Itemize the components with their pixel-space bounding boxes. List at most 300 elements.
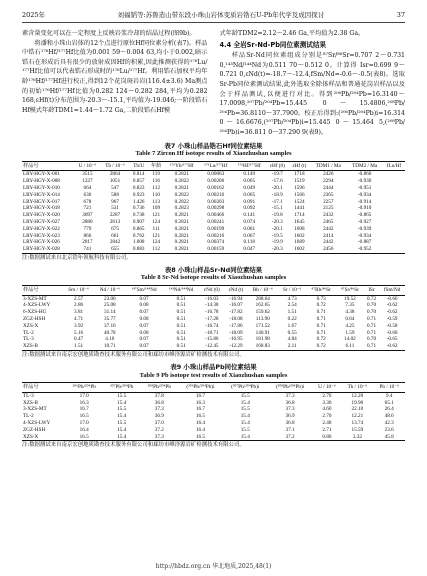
table9-cell: 37.8 <box>154 392 164 399</box>
table7-cell: 1441 <box>294 205 305 212</box>
table8 <box>22 285 405 351</box>
table8-cell: -0.62 <box>386 309 398 316</box>
table8-cell: 0.71 <box>366 322 377 329</box>
table7-cell: 121 <box>152 232 161 239</box>
table9-cell: 37.1 <box>285 426 295 433</box>
table7-header-cell: 样品号 <box>23 162 39 169</box>
table7-cell: -0.951 <box>357 184 372 191</box>
table9-cell: 15.4 <box>117 426 127 433</box>
table7-cell: 0.2822 <box>174 178 189 185</box>
table8-cell: 0.71 <box>366 329 377 336</box>
table9-cell: 2.70 <box>322 392 332 399</box>
table7-row <box>22 205 405 212</box>
table7-cell: 1519 <box>294 178 305 185</box>
table9-cell: 9.4 <box>385 392 393 399</box>
table7-cell: 779 <box>83 225 92 232</box>
left-paragraph-2: 将潘和小珠山岩体的12个点进行原位Hf同位素分析(表7)。样品中锆石¹⁷⁶Hf/¹⁷⁷Hf比值为0.001 59～0.004 63,均小于0.002,暗示锆石在形成后具有很少的放射成因Hf的积累,因此推测获得的¹⁷⁶Lu/¹⁷⁷Hf比值可以代表锆石形成时的¹⁷⁶Lu/¹⁷⁷Hf。利用锆石加权平均年龄¹⁷⁶Hf/¹⁷⁷Hf进行校正,得到12个花岗斑岩岩(116.4±3.6) Ma测点的初始¹⁷⁶Hf/¹⁷⁷Hf比值为0.282 124～0.282 284,平均为0.282 168,εHf(t)分布范围为-20.3～-15.1,平均值为-19.046;一阶段锆石Hf模式年龄TDM1=1.44～1.72 Ga,二阶段锆石Hf模 <box>22 39 208 114</box>
table8-cell: 288.64 <box>255 295 270 302</box>
table9-row <box>22 400 405 407</box>
table7-cell: LRY-HGY-X-001 <box>23 171 60 178</box>
table7-cell: 0.061 <box>243 225 256 232</box>
section-heading: 4.4 全岩Sr-Nd-Pb同位素测试结果 <box>219 40 327 49</box>
table7-title-cn: 表7 小珠山样品锆石Hf同位素结果 <box>164 141 263 150</box>
table8-row <box>22 343 405 350</box>
table7-header-cell: 年龄 <box>151 162 162 169</box>
table8-cell: 4.71 <box>74 316 84 323</box>
table9-cell: XZS-X <box>23 433 39 440</box>
table7-cell: 1596 <box>294 184 305 191</box>
table7-cell: 0.2821 <box>174 212 189 219</box>
right-paragraph-2: 样品Sr-Nd同位素组成分别是⁸⁷Sr/⁸⁶Sr=0.707 2～0.731 0,¹⁴³Nd/¹⁴⁴Nd为0.511 70～0.512 0。计算得 Isr=0.699 9～0.721 0,εNd(t)=-18.7～-12.4,fSm/Nd=-0.6～-0.5(表8)。选取Sr-Pb同位素测试结果,此外选取全除体样品和普通花岗岩样品以及会于样品测试,以便进行对比。得到²⁰⁶Pb/²⁰⁴Pb=16.3140～17.0098,²⁰⁷Pb/²⁰⁴Pb=15.445 0～15.4806,²⁰⁸Pb/²⁰⁴Pb=36.8110～37.7900。校正后得到:(²⁰⁶Pb/²⁰⁴Pb)i=16.314 0～16.6676,(²⁰⁷Pb/²⁰⁴Pb)i=15.445 0～15.464 5,(²⁰⁸Pb/²⁰⁴Pb)i=36.811 0～37.290 9(表9)。 <box>219 52 405 136</box>
table8-cell: 171.52 <box>255 322 270 329</box>
table7-cell: -0.934 <box>357 191 372 198</box>
table7-cell: 1566 <box>294 191 305 198</box>
table8-cell: 0.72 <box>316 302 326 309</box>
table9-cell: 48.6 <box>384 413 394 420</box>
table9-cell: 17.0 <box>79 392 89 399</box>
table8-cell: 35.77 <box>103 316 116 323</box>
table7-cell: 112 <box>152 246 160 253</box>
table8-cell: -16.03 <box>205 295 219 302</box>
table7-cell: 0.149 <box>243 171 256 178</box>
table7-cell: -0.887 <box>357 239 372 246</box>
table7-cell: 0.00206 <box>207 178 225 185</box>
table7-cell: 967 <box>111 198 119 205</box>
table7-cell: 2880 <box>82 218 93 225</box>
table7-cell: 0.823 <box>132 184 145 191</box>
table7-cell: 636 <box>83 191 92 198</box>
table8-cell: -0.60 <box>386 329 398 336</box>
table9-cell: 15.4 <box>240 420 250 427</box>
table8-header-cell: ⁸⁷Rb/⁸⁶Sr <box>311 286 331 293</box>
table8-cell: -18.09 <box>229 329 243 336</box>
table7-cell: -20.3 <box>271 246 283 253</box>
table7-cell: 2365 <box>323 191 334 198</box>
table7-cell: LRY-HGY-X-017 <box>23 198 60 205</box>
table7-cell: 111 <box>152 225 160 232</box>
table8-cell: 1.51 <box>287 309 297 316</box>
table7-cell: 2456 <box>323 246 334 253</box>
table8-cell: 0.07 <box>139 343 149 350</box>
table7-cell: 0.091 <box>243 198 256 205</box>
table8-cell: 0.55 <box>287 329 297 336</box>
table7-cell: 119 <box>152 171 160 178</box>
table7-cell: 1524 <box>294 198 305 205</box>
table8-cell: -16.78 <box>205 309 219 316</box>
table7-cell: 0.141 <box>243 212 256 219</box>
table9-cell: 4-XZS-LWY <box>23 420 51 427</box>
table7-cell: -0.939 <box>357 225 372 232</box>
table8-cell: -17.82 <box>229 309 243 316</box>
table8-header-cell: Rb / 10⁻⁶ <box>252 286 273 293</box>
table7-cell: 1645 <box>294 218 305 225</box>
table8-cell: -18.08 <box>229 316 243 323</box>
table8-row <box>22 302 405 309</box>
table7-cell: 0.2823 <box>174 205 189 212</box>
table9-header-cell: U / 10⁻⁶ <box>318 384 336 391</box>
table7 <box>22 161 405 254</box>
table7-cell: 0.118 <box>243 239 255 246</box>
table9-cell: 36.9 <box>285 413 295 420</box>
table9-cell: 16.3 <box>79 399 89 406</box>
table7-row <box>22 246 405 253</box>
table7-cell: 0.814 <box>132 171 145 178</box>
table9-row <box>22 413 405 420</box>
table8-cell: 3.81 <box>74 309 84 316</box>
table9-cell: 17.0 <box>79 420 89 427</box>
table8-cell: 0.71 <box>316 316 326 323</box>
table8-cell: 5.16 <box>74 329 84 336</box>
table8-cell: 0.71 <box>316 322 326 329</box>
table8-cell: 181.98 <box>255 336 270 343</box>
table8-cell: -15.86 <box>205 336 219 343</box>
table9-cell: 26.4 <box>384 406 394 413</box>
table7-cell: 1602 <box>294 246 305 253</box>
table7-cell: 2442 <box>323 239 334 246</box>
table7-header-cell: εHf (0) <box>269 162 285 169</box>
table7-cell: 2444 <box>323 184 334 191</box>
table8-header-cell: ¹⁴⁷Sm/¹⁴⁴Nd <box>131 286 157 293</box>
table9-cell: 45.8 <box>384 433 394 440</box>
table7-cell: 1718 <box>294 171 305 178</box>
table7-cell: 0.2822 <box>174 191 189 198</box>
table8-cell: 4.25 <box>345 322 355 329</box>
table7-cell: 113 <box>152 198 160 205</box>
table9-cell: 15.4 <box>117 413 127 420</box>
table7-cell: 2426 <box>323 171 334 178</box>
table7-cell: LRY-HGY-X-014 <box>23 191 60 198</box>
table8-header-cell: ⁸⁷Sr/⁸⁶Sr <box>340 286 359 293</box>
table7-cell: 1.008 <box>132 239 145 246</box>
table7-cell: 1602 <box>294 232 305 239</box>
table9-header-cell: (²⁰⁸Pb/²⁰⁴Pb)i <box>275 384 305 391</box>
table7-row <box>22 178 405 185</box>
table8-cell: 3.92 <box>74 322 84 329</box>
table9-cell: 12.21 <box>351 413 364 420</box>
table7-cell: 2414 <box>323 232 334 239</box>
table9-header-cell: Pb / 10⁻⁶ <box>379 384 399 391</box>
table7-cell: LRY-HGY-X-018 <box>23 205 60 212</box>
table7-row <box>22 226 405 233</box>
table9-cell: 16.7 <box>195 392 205 399</box>
table7-title-en: Table 7 Zircon Hf isotope results of Xiaozhushan samples <box>135 150 292 158</box>
table8-header-cell: Nd / 10⁻⁶ <box>99 286 120 293</box>
table7-cell: 0.883 <box>132 246 145 253</box>
table7-cell: 0.067 <box>243 232 256 239</box>
right-paragraph-1: 式年龄TDM2=2.12～2.46 Ga,平均值为2.38 Ga。 <box>219 30 365 37</box>
table7-header-cell: ¹⁷⁶Yb/¹⁷⁷Hf <box>169 162 194 169</box>
table7-cell: 741 <box>83 246 92 253</box>
table7-cell: 0.00374 <box>207 239 225 246</box>
table8-cell: 0.73 <box>316 295 326 302</box>
table7-cell: 124 <box>152 218 161 225</box>
table9-cell: 3.32 <box>352 433 362 440</box>
table8-cell: 4-XZS-LWY <box>23 302 51 309</box>
table8-cell: 0.22 <box>287 316 297 323</box>
table8-header-cell: ¹⁴³Nd/¹⁴⁴Nd <box>169 286 194 293</box>
table7-cell: -0.860 <box>357 171 372 178</box>
table7-cell: 547 <box>111 184 119 191</box>
table9-cell: 2.48 <box>322 420 332 427</box>
table8-cell: 113.90 <box>255 316 270 323</box>
table7-cell: -19.8 <box>271 212 283 219</box>
table9-cell: 4.60 <box>322 406 332 413</box>
table8-cell: 0.71 <box>316 309 326 316</box>
table9-header-cell: (²⁰⁶Pb/²⁰⁴Pb)i <box>186 384 215 391</box>
table9-cell: 16.5 <box>79 413 89 420</box>
table7-cell: 866 <box>83 232 92 239</box>
table7-cell: 0.00298 <box>207 205 225 212</box>
table8-cell: 37.16 <box>103 322 116 329</box>
table8-cell: 168.83 <box>255 343 270 350</box>
table8-header-cell: ISr <box>368 286 375 293</box>
table7-row <box>22 185 405 192</box>
table8-cell: 0.51 <box>176 309 186 316</box>
table9-block <box>22 363 405 449</box>
table8-cell: 0.51 <box>176 316 186 323</box>
table7-cell: 2432 <box>323 212 334 219</box>
table7-cell: 109 <box>152 205 161 212</box>
table8-cell: 0.07 <box>139 322 149 329</box>
table7-row <box>22 233 405 240</box>
table8-cell: 0.51 <box>176 302 186 309</box>
table9-cell: 2.70 <box>322 413 332 420</box>
table8-cell: 0.51 <box>176 322 186 329</box>
table8-title-en: Table 8 Sr-Nd isotope results of Xiaozhushan samples <box>140 274 287 282</box>
table8-note: 注:数据测试来自南京宏创地质勘查技术服务有限公司和廊坊市峰泽源岩矿检测技术有限公司。 <box>22 352 245 359</box>
table7-cell: 655 <box>111 246 119 253</box>
table7-cell: 0.065 <box>243 178 256 185</box>
table7-cell: -0.865 <box>357 212 372 219</box>
table9-note: 注:数据测试来自南京宏创地质勘查技术服务有限公司和廊坊市峰泽源岩矿检测技术有限公司。 <box>22 442 245 449</box>
table7-note: 注:数据测试来自北京锆年领航科技有限公司。 <box>22 254 132 261</box>
table7-cell: 3515 <box>82 171 93 178</box>
table8-cell: 4.73 <box>287 295 297 302</box>
table8-cell: 0.51 <box>176 329 186 336</box>
table9-cell: 65.1 <box>384 399 394 406</box>
table7-cell: 0.857 <box>132 178 145 185</box>
table8-cell: -0.62 <box>386 343 398 350</box>
table8-cell: 0.71 <box>366 316 377 323</box>
table8-cell: 0.70 <box>366 302 377 309</box>
table7-cell: 1051 <box>109 178 121 185</box>
table7-cell: 0.00159 <box>207 246 225 253</box>
table7-cell: 2817 <box>82 239 93 246</box>
table7-cell: 664 <box>83 184 92 191</box>
right-column <box>220 29 406 138</box>
table8-cell: 0.07 <box>139 295 149 302</box>
table8-row <box>22 295 405 302</box>
table7-cell: 3097 <box>82 212 93 219</box>
table9-cell: 15.5 <box>240 406 250 413</box>
table9-cell: 16.5 <box>195 413 205 420</box>
table7-cell: 0.049 <box>243 184 256 191</box>
table9-header-cell: 样品号 <box>23 384 39 391</box>
table9-cell: 36.9 <box>154 413 164 420</box>
table7-cell: 0.092 <box>243 205 256 212</box>
table8-cell: TL-3 <box>23 336 34 343</box>
table7-cell: 0.2821 <box>174 184 189 191</box>
table9-row <box>22 427 405 434</box>
table9-cell: 16.3 <box>195 399 205 406</box>
table8-cell: 3-XZS-MT <box>23 295 47 302</box>
table9-header-cell: ²⁰⁶Pb/²⁰⁴Pb <box>72 384 96 391</box>
table8-cell: 25.08 <box>103 302 116 309</box>
table7-cell: 0.762 <box>132 232 145 239</box>
table8-header-cell: εNd (t) <box>228 286 244 293</box>
table7-cell: 124 <box>152 239 161 246</box>
table8-cell: 4.84 <box>287 336 297 343</box>
table8-cell: 1.59 <box>345 329 355 336</box>
running-header <box>22 10 405 23</box>
table8-cell: XZS-X <box>23 322 39 329</box>
table7-cell: 0.923 <box>132 191 145 198</box>
table8-cell: 0.70 <box>366 336 377 343</box>
table8-row <box>22 309 405 316</box>
table8-cell: 0.72 <box>366 295 377 302</box>
table9-cell: 15.4 <box>117 399 127 406</box>
table9-cell: 37.3 <box>285 406 295 413</box>
table9-cell: 36.8 <box>154 399 164 406</box>
table7-cell: -15.1 <box>271 205 283 212</box>
table9-cell: 19.90 <box>351 399 364 406</box>
table7-cell: -20.3 <box>271 218 283 225</box>
table7-header-cell: εHf (t) <box>292 162 307 169</box>
table9-cell: 15.4 <box>240 433 250 440</box>
table8-cell: 0.51 <box>176 343 186 350</box>
table8-cell: 6.11 <box>345 343 355 350</box>
table8-cell: TL-2 <box>23 329 34 336</box>
table7-cell: -0.934 <box>357 232 372 239</box>
table8-cell: 7.35 <box>345 302 355 309</box>
table7-row <box>22 192 405 199</box>
table7-cell: 0.074 <box>243 218 256 225</box>
table7-cell: LRY-HGY-X-022 <box>23 225 60 232</box>
table8-cell: -16.07 <box>229 302 243 309</box>
table7-cell: 121 <box>152 212 161 219</box>
table7-cell: 0.00162 <box>207 184 225 191</box>
table8-cell: 0.08 <box>139 302 149 309</box>
table9-cell: 15.4 <box>240 413 250 420</box>
table7-cell: 1.426 <box>132 198 145 205</box>
table7-cell: -0.910 <box>357 205 372 212</box>
table9-cell: 16.4 <box>79 426 89 433</box>
table9-cell: TL-2 <box>23 413 34 420</box>
table8-cell: ZGZ-HSH <box>23 316 46 323</box>
table9-cell: 37.3 <box>154 433 164 440</box>
table7-cell: -0.952 <box>357 246 372 253</box>
header-article-title: 刘福韬等:苏鲁造山带东段小珠山岩体变质岩锆石U-Pb年代学及成因探讨 <box>117 11 325 19</box>
table9-cell: 16.7 <box>195 406 205 413</box>
table8-row <box>22 336 405 343</box>
table9-cell: 0.80 <box>322 433 332 440</box>
table9-cell: 36.8 <box>285 420 295 427</box>
table9-cell: 37.2 <box>154 426 164 433</box>
table9-cell: 15.4 <box>117 433 127 440</box>
page-footer: http://hbdz.org.cn 华北地质,2025,48(1) <box>155 563 272 570</box>
table7-cell: -0.927 <box>357 218 372 225</box>
table8-cell: -16.94 <box>229 295 243 302</box>
table8-cell: 0.08 <box>139 329 149 336</box>
table7-cell: -19.9 <box>271 239 283 246</box>
table8-cell: -12.29 <box>229 343 243 350</box>
table8-cell: 2.86 <box>74 302 84 309</box>
header-page-number: 37 <box>396 11 405 19</box>
left-paragraph-1: 素含量变化可以在一定程度上反映岩浆冷却的结晶过程(图9b)。 <box>22 30 196 37</box>
table8-cell: 6-XZS-HG <box>23 309 47 316</box>
table8-row <box>22 330 405 337</box>
table7-cell: 0.00466 <box>207 212 225 219</box>
table7-cell: -19.7 <box>271 171 283 178</box>
table7-cell: 2864 <box>109 171 121 178</box>
table7-cell: 0.00203 <box>207 198 225 205</box>
table7-cell: 2287 <box>109 212 121 219</box>
table9-cell: 15.5 <box>117 420 127 427</box>
table9-cell: ZGZ-HSH <box>23 426 46 433</box>
table9-cell: 37.0 <box>154 420 164 427</box>
table8-cell: 19.52 <box>344 295 356 302</box>
table9-cell: 3-XZS-MT <box>23 406 47 413</box>
table8-cell: 0.71 <box>316 329 326 336</box>
table7-cell: 0.00241 <box>207 218 225 225</box>
table8-cell: -14.38 <box>205 302 219 309</box>
table9-title-en: Table 9 Pb isotope test results of Xiaozhushan samples <box>139 371 288 379</box>
table7-cell: 0.065 <box>243 191 256 198</box>
table7-cell: 0.736 <box>132 205 145 212</box>
table9-cell: 16.7 <box>79 406 89 413</box>
table8-cell: 23.00 <box>103 295 116 302</box>
table7-cell: 1689 <box>294 239 305 246</box>
table7-cell: 2125 <box>323 205 334 212</box>
table9-cell: 12.20 <box>351 392 364 399</box>
table8-cell: 0.08 <box>139 316 149 323</box>
table8-title-cn: 表8 小珠山样品Sr-Nd同位素结果 <box>164 265 263 274</box>
table9-cell: 37.2 <box>285 433 295 440</box>
table9-cell: 42.3 <box>384 420 394 427</box>
table7-cell: 0.00216 <box>207 232 225 239</box>
table8-cell: 4.38 <box>345 309 355 316</box>
table7-header-cell: ¹⁷⁶Hf/¹⁷⁷Hf <box>237 162 261 169</box>
table7-row <box>22 239 405 246</box>
table8-header-cell: εNd (0) <box>203 286 220 293</box>
table8-cell: 0.71 <box>366 343 377 350</box>
table8-cell: 31.14 <box>103 309 116 316</box>
table8-header-cell: Sm / 10⁻⁶ <box>68 286 89 293</box>
table9-cell: XZS-B <box>23 399 38 406</box>
table8-cell: -12.45 <box>205 343 219 350</box>
table7-header-cell: fLu/Hf <box>386 162 402 169</box>
table7-header-cell: U / 10⁻⁶ <box>78 162 97 169</box>
table7-cell: -0.914 <box>357 198 372 205</box>
table8-cell: -0.58 <box>386 322 398 329</box>
table7-cell: LRY-HGY-X-008 <box>23 178 60 185</box>
table7-cell: 2442 <box>323 225 334 232</box>
table9-row <box>22 392 405 399</box>
table8-cell: -17.86 <box>229 322 243 329</box>
table7-cell: 2294 <box>323 178 334 185</box>
table8-cell: -0.62 <box>386 302 398 309</box>
table8-block <box>22 266 405 359</box>
table9-cell: 16.4 <box>195 426 205 433</box>
table8-cell: 0.51 <box>176 295 186 302</box>
table8-cell: 0.72 <box>316 336 326 343</box>
table7-cell: 1227 <box>82 178 93 185</box>
table7-cell: 0.2822 <box>174 198 189 205</box>
table8-cell: 1.67 <box>287 322 297 329</box>
table8-row <box>22 316 405 323</box>
table8-cell: 14.02 <box>344 336 356 343</box>
table7-cell: 110 <box>152 191 160 198</box>
